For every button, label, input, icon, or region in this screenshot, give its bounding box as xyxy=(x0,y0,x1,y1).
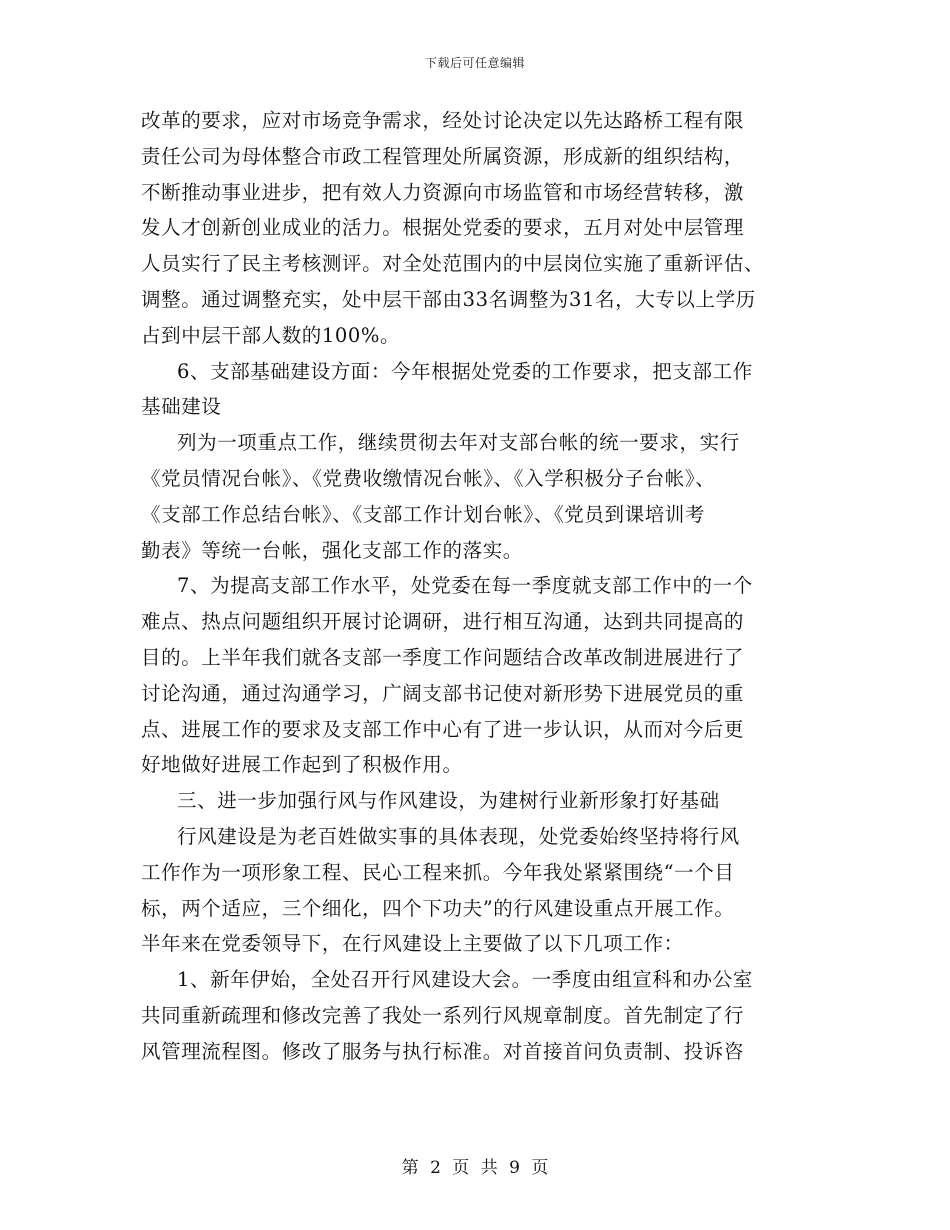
document-body xyxy=(141,103,813,1070)
page-header: 下载后可任意编辑 xyxy=(424,56,525,70)
body-line: 基础建设 xyxy=(141,395,222,419)
body-line: 发人才创新创业成业的活力。根据处党委的要求，五月对处中层管理 xyxy=(141,216,745,240)
page-number: 第 2 页 共 9 页 xyxy=(401,1158,549,1178)
body-line: 7、为提高支部工作水平，处党委在每一季度就支部工作中的一个 xyxy=(177,574,753,598)
body-line: 点、进展工作的要求及支部工作中心有了进一步认识，从而对今后更 xyxy=(141,717,745,741)
body-line: 行风建设是为老百姓做实事的具体表现，处党委始终坚持将行风 xyxy=(177,824,740,848)
body-line: 共同重新疏理和修改完善了我处一系列行风规章制度。首先制定了行 xyxy=(141,1003,745,1027)
body-line: 工作作为一项形象工程、民心工程来抓。今年我处紧紧围绕“一个目 xyxy=(141,860,735,884)
body-line: 《支部工作总结台帐》、《支部工作计划台帐》、《党员到课培训考 xyxy=(141,502,706,526)
body-line: 《党员情况台帐》、《党费收缴情况台帐》、《入学积极分子台帐》、 xyxy=(141,466,716,490)
section-heading: 三、进一步加强行风与作风建设，为建树行业新形象打好基础 xyxy=(177,789,720,813)
body-line: 改革的要求，应对市场竞争需求，经处讨论决定以先达路桥工程有限 xyxy=(141,109,745,132)
body-line: 好地做好进展工作起到了积极作用。 xyxy=(141,753,463,777)
body-line: 责任公司为母体整合市政工程管理处所属资源，形成新的组织结构， xyxy=(141,144,745,168)
body-line: 目的。上半年我们就各支部一季度工作问题结合改革改制进展进行了 xyxy=(141,645,745,669)
body-line: 半年来在党委领导下，在行风建设上主要做了以下几项工作： xyxy=(141,932,684,956)
body-line: 人员实行了民主考核测评。对全处范围内的中层岗位实施了重新评估、 xyxy=(141,252,765,276)
body-line: 6、支部基础建设方面：今年根据处党委的工作要求，把支部工作 xyxy=(177,359,753,383)
body-line: 难点、热点问题组织开展讨论调研，进行相互沟通，达到共同提高的 xyxy=(141,610,745,634)
body-line: 调整。通过调整充实，处中层干部由33名调整为31名，大专以上学历 xyxy=(141,287,756,311)
body-line: 讨论沟通，通过沟通学习，广阔支部书记使对新形势下进展党员的重 xyxy=(141,681,745,705)
body-line: 标，两个适应，三个细化，四个下功夫”的行风建设重点开展工作。 xyxy=(141,896,735,920)
body-line: 列为一项重点工作，继续贯彻去年对支部台帐的统一要求，实行 xyxy=(177,431,740,455)
body-line: 勤表》等统一台帐，强化支部工作的落实。 xyxy=(141,538,523,562)
body-line: 1、新年伊始，全处召开行风建设大会。一季度由组宣科和办公室 xyxy=(177,968,753,992)
body-line: 占到中层干部人数的100%。 xyxy=(141,323,401,347)
body-line: 风管理流程图。修改了服务与执行标准。对首接首问负责制、投诉咨 xyxy=(141,1039,745,1063)
body-line: 不断推动事业进步，把有效人力资源向市场监管和市场经营转移，激 xyxy=(141,180,745,204)
